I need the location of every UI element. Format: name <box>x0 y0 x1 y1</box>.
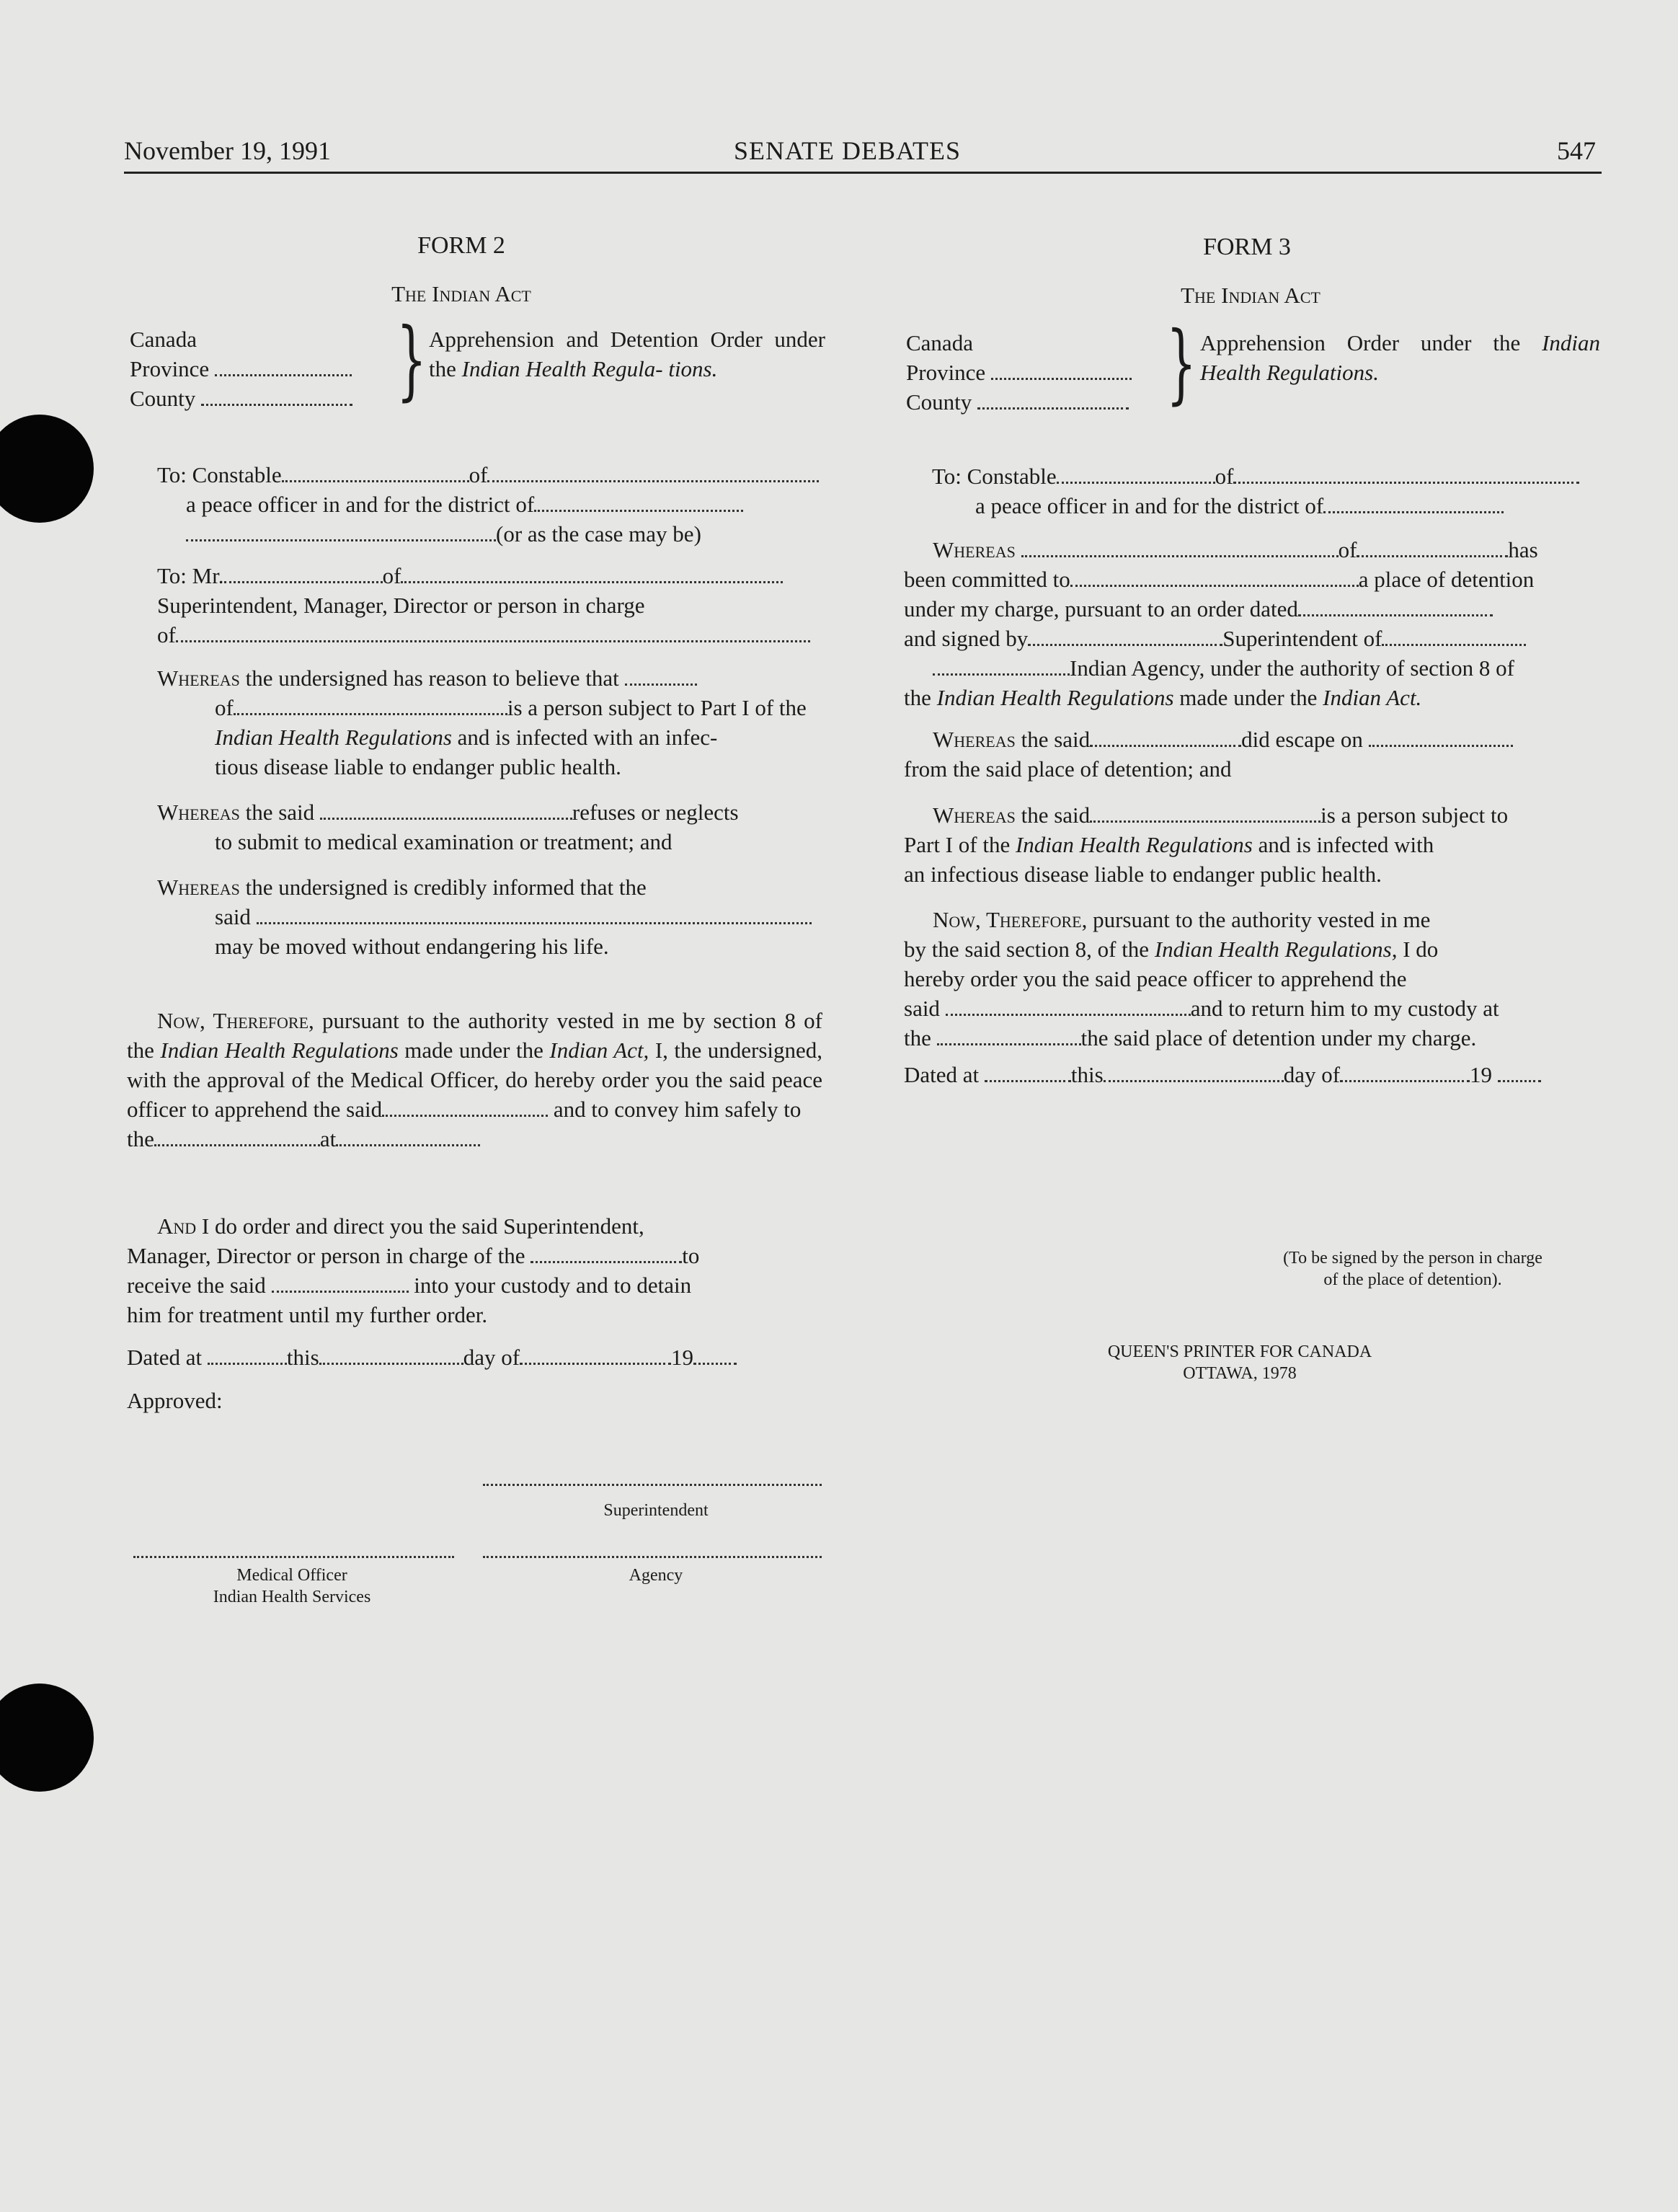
form2-and-direct: And I do order and direct you the said Superintendent, Manager, Director or person in charge of the to receive the said into your custody and to detain him for treatment until my further order. <box>127 1213 700 1327</box>
form3-province-label: Province <box>906 360 986 385</box>
form3-order-title: Apprehension Order under the Indian Health Regulations. <box>1200 330 1601 385</box>
form3-signature-instruction: (To be signed by the person in charge of the place of detention). <box>1283 1249 1542 1289</box>
superintendent-label: Superintendent <box>603 1501 709 1520</box>
agency-signature-line <box>483 1556 822 1558</box>
form3-act-title: The Indian Act <box>1181 283 1320 308</box>
form3-brace: } <box>1166 314 1197 414</box>
form2-jurisdiction <box>130 324 382 413</box>
form2-whereas-1: Whereas the undersigned has reason to believe that of is a person subject to Part I of the Indian Health Regulations and is infected with an infec- tious disease liable to endanger public health. <box>157 665 807 779</box>
form2-to-mr-block: To: Mr. of Superintendent, Manager, Director or person in charge of <box>157 561 824 650</box>
form3-whereas-1: Whereas of has been committed to a place of detention under my charge, pursuant to an order dated and signed by Superintendent of Indian Agency, under the authority of section 8 of the Indian Health Regulations made under the Indian Act. <box>904 537 1538 710</box>
form2-province-label: Province <box>130 356 210 381</box>
form3-whereas-2: Whereas the said did escape on from the said place of detention; and <box>904 725 1600 784</box>
form2-brace: } <box>396 310 427 410</box>
superintendent-signature-line <box>483 1484 822 1486</box>
form2-act-title: The Indian Act <box>391 281 531 306</box>
form2-canada-label: Canada <box>130 327 197 352</box>
form2-constable-block: To: Constable of a peace officer in and for the district of (or as the case may be) <box>157 460 824 549</box>
form3-now-therefore: Now, Therefore, pursuant to the authority vested in me by the said section 8, of the Indian Health Regulations, I do hereby order you the said peace officer to apprehend the said and to return him to my custody at the the said place of detention under my charge. <box>904 907 1499 1050</box>
form3-title: FORM 3 <box>1203 234 1291 260</box>
form3-canada-label: Canada <box>906 330 973 355</box>
form2-dated: Dated at this day of 19 <box>127 1342 822 1372</box>
header-rule <box>124 172 1602 174</box>
header-page-number: 547 <box>1557 136 1596 165</box>
form2-county-label: County <box>130 386 196 411</box>
form3-dated: Dated at this day of 19 <box>904 1060 1600 1089</box>
form3-jurisdiction <box>906 328 1158 417</box>
queens-printer-imprint: QUEEN'S PRINTER FOR CANADA OTTAWA, 1978 <box>1107 1342 1372 1383</box>
agency-label: Agency <box>629 1566 683 1585</box>
header-date: November 19, 1991 <box>124 136 331 165</box>
form2-whereas-3: Whereas the undersigned is credibly informed that the said may be moved without endangering his life. <box>157 872 882 961</box>
form2-title: FORM 2 <box>417 232 505 259</box>
form3-constable-block: To: Constable of a peace officer in and for the district of <box>932 461 1599 521</box>
form2-approved-label: Approved: <box>127 1388 223 1413</box>
binder-hole-bottom <box>0 1684 94 1792</box>
form3-county-label: County <box>906 389 972 415</box>
medical-officer-signature-line <box>133 1556 454 1558</box>
form2-order-title: Apprehension and Detention Order under the Indian Health Regula- tions. <box>429 327 826 381</box>
form2-whereas-2: Whereas the said refuses or neglects to submit to medical examination or treatment; and <box>157 800 739 854</box>
medical-officer-label: Medical Officer Indian Health Services <box>213 1566 371 1606</box>
form2-now-therefore: Now, Therefore, pursuant to the authority vested in me by section 8 of the Indian Health Regulations made under the Indian Act, I, the undersigned, with the approval of the Medical Officer, do hereby order you the said peace officer to apprehend the said and to convey him safely to the at <box>127 1008 823 1151</box>
header-title: SENATE DEBATES <box>734 136 962 165</box>
form3-whereas-3: Whereas the said is a person subject to Part I of the Indian Health Regulations and is infected with an infectious disease liable to endanger public health. <box>904 802 1509 887</box>
binder-hole-top <box>0 415 94 523</box>
